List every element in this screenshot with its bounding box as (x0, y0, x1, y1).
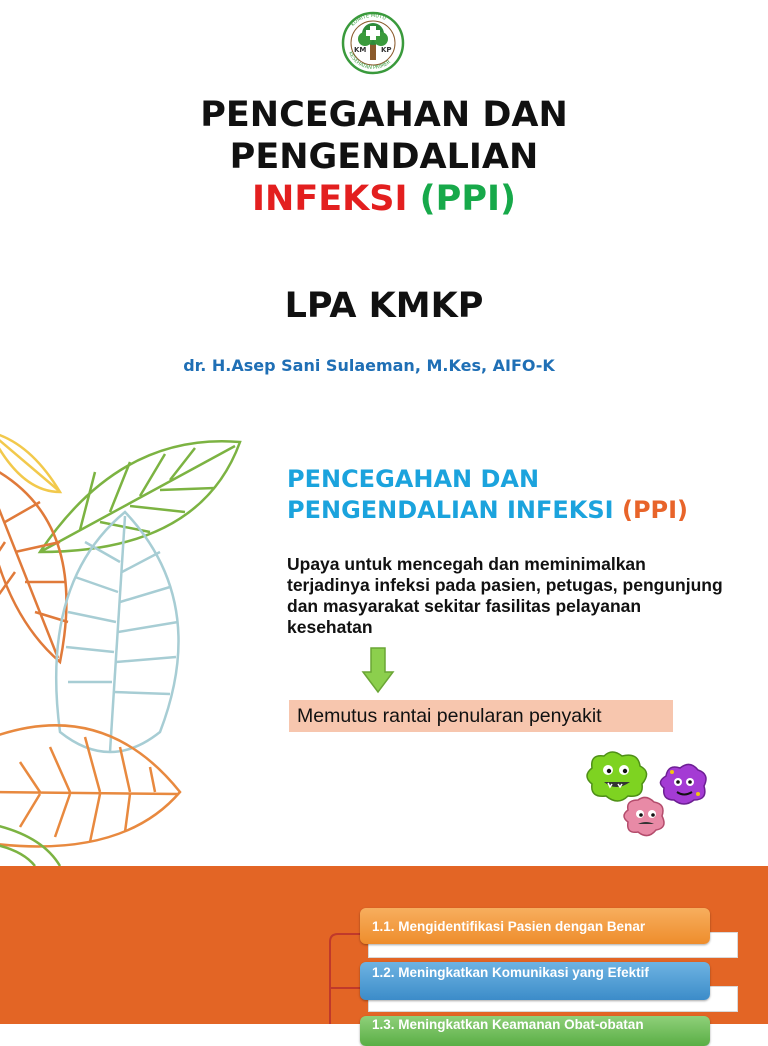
slide1-title-line1: PENCEGAHAN DAN (200, 95, 568, 135)
slide2-description: Upaya untuk mencegah dan meminimalkan terjadinya infeksi pada pasien, petugas, pengunjung dan masyarakat sekitar fasilitas pelayanan kesehatan (287, 554, 723, 637)
goal-item-3: 1.3. Meningkatkan Keamanan Obat-obatan (360, 1016, 710, 1046)
svg-text:KM: KM (354, 46, 367, 54)
slide1-author: dr. H.Asep Sani Sulaeman, M.Kes, AIFO-K (183, 356, 555, 375)
definition-slide (0, 432, 768, 866)
title-ppi: (PPI) (419, 179, 516, 219)
title-infeksi: INFEKSI (252, 179, 408, 219)
slide2-title-ppi: (PPI) (621, 496, 689, 524)
slide2-title (287, 464, 757, 526)
svg-text:KP: KP (381, 46, 392, 54)
kmkp-logo-icon (334, 8, 412, 78)
slide2-title-text: PENCEGAHAN DAN PENGENDALIAN INFEKSI (287, 465, 614, 524)
leaf-decoration-icon (0, 432, 260, 866)
goal-item-1: 1.1. Mengidentifikasi Pasien dengan Benar (360, 908, 710, 944)
svg-text:KESEHATAN PRIMER: KESEHATAN PRIMER (346, 50, 392, 72)
slide1-subtitle: LPA KMKP (284, 286, 484, 326)
goal-item-2: 1.2. Meningkatkan Komunikasi yang Efektif (360, 962, 710, 1000)
slide1-title-line3 (0, 178, 768, 220)
slide1-title-line2: PENGENDALIAN (229, 137, 539, 177)
arrow-down-icon (360, 646, 396, 694)
goals-slide (0, 866, 768, 1032)
title-slide (0, 0, 768, 432)
germs-icon (582, 750, 710, 842)
svg-text:KOMITE MUTU: KOMITE MUTU (350, 12, 387, 28)
slide2-highlight-box: Memutus rantai penularan penyakit (289, 700, 673, 732)
